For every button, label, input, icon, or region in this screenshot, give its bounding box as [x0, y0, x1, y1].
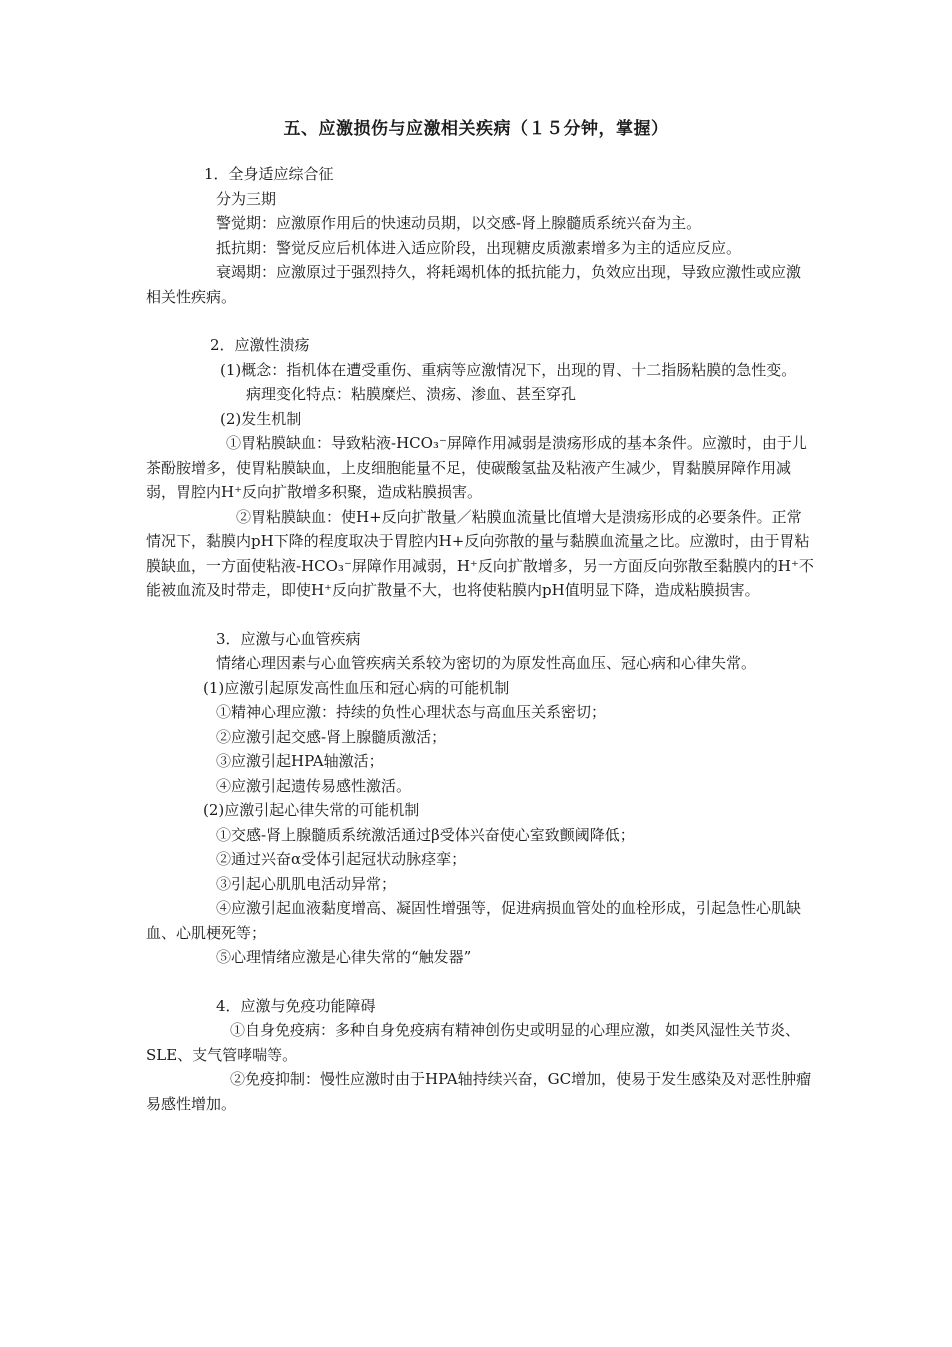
paragraph: (1)概念：指机体在遭受重伤、重病等应激情况下，出现的胃、十二指肠粘膜的急性变。 [220, 360, 797, 379]
section-heading: 4．应激与免疫功能障碍 [216, 996, 376, 1015]
list-item: ④应激引起血液黏度增高、凝固性增强等，促进病损血管处的血栓形成，引起急性心肌缺血、心肌梗死等； [146, 899, 802, 942]
paragraph: (2)发生机制 [220, 409, 302, 428]
paragraph: ②免疫抑制：慢性应激时由于HPA轴持续兴奋，GC增加，使易于发生感染及对恶性肿瘤易感性增加。 [146, 1070, 812, 1113]
list-item: ③引起心肌肌电活动异常； [216, 874, 397, 893]
section-heading: 2．应激性溃疡 [210, 336, 310, 354]
list-item: ④应激引起遗传易感性激活。 [216, 776, 412, 795]
list-item: ①交感-肾上腺髓质系统激活通过β受体兴奋使心室致颤阈降低； [216, 825, 635, 844]
document-title: 五、应激损伤与应激相关疾病（１５分钟，掌握） [283, 119, 669, 139]
list-item: ③应激引起HPA轴激活； [216, 752, 384, 770]
paragraph: 警觉期：应激原作用后的快速动员期，以交感-肾上腺髓质系统兴奋为主。 [216, 214, 702, 232]
section-heading: 3．应激与心血管疾病 [216, 629, 361, 648]
paragraph: 分为三期 [216, 189, 277, 208]
paragraph: 抵抗期：警觉反应后机体进入适应阶段，出现糖皮质激素增多为主的适应反应。 [216, 238, 742, 257]
paragraph: ①胃粘膜缺血：导致粘液-HCO₃⁻屏障作用减弱是溃疡形成的基本条件。应激时，由于儿茶酚胺增多，使胃粘膜缺血，上皮细胞能量不足，使碳酸氢盐及粘液产生减少，胃黏膜屏障作用减弱，胃腔内H⁺反向扩散增多积聚，造成粘膜损害。 [146, 434, 807, 501]
list-item: ②通过兴奋α受体引起冠状动脉痉挛； [216, 850, 467, 868]
paragraph: ②胃粘膜缺血：使H+反向扩散量／粘膜血流量比值增大是溃疡形成的必要条件。正常情况下，黏膜内pH下降的程度取决于胃腔内H+反向弥散的量与黏膜血流量之比。应激时，由于胃粘膜缺血，一方面使粘液-HCO₃⁻屏障作用减弱，H⁺反向扩散增多，另一方面反向弥散至黏膜内的H⁺不能被血流及时带走，即使H⁺反向扩散量不大，也将使粘膜内pH值明显下降，造成粘膜损害。 [146, 507, 814, 599]
paragraph: (1)应激引起原发高性血压和冠心病的可能机制 [203, 678, 510, 697]
paragraph: ①自身免疫病：多种自身免疫病有精神创伤史或明显的心理应激，如类风湿性关节炎、SLE、支气管哮喘等。 [146, 1021, 801, 1064]
list-item: ①精神心理应激：持续的负性心理状态与高血压关系密切； [216, 703, 607, 721]
paragraph: 病理变化特点：粘膜糜烂、溃疡、渗血、甚至穿孔 [246, 385, 577, 403]
list-item: ⑤心理情绪应激是心律失常的“触发器” [216, 948, 472, 966]
paragraph: 情绪心理因素与心血管疾病关系较为密切的为原发性高血压、冠心病和心律失常。 [216, 654, 757, 672]
paragraph: (2)应激引起心律失常的可能机制 [203, 801, 420, 819]
list-item: ②应激引起交感-肾上腺髓质激活； [216, 727, 447, 746]
document-body [146, 162, 814, 1116]
section-heading: 1．全身适应综合征 [204, 165, 334, 183]
paragraph: 衰竭期：应激原过于强烈持久，将耗竭机体的抵抗能力，负效应出现，导致应激性或应激相关性疾病。 [146, 263, 802, 306]
